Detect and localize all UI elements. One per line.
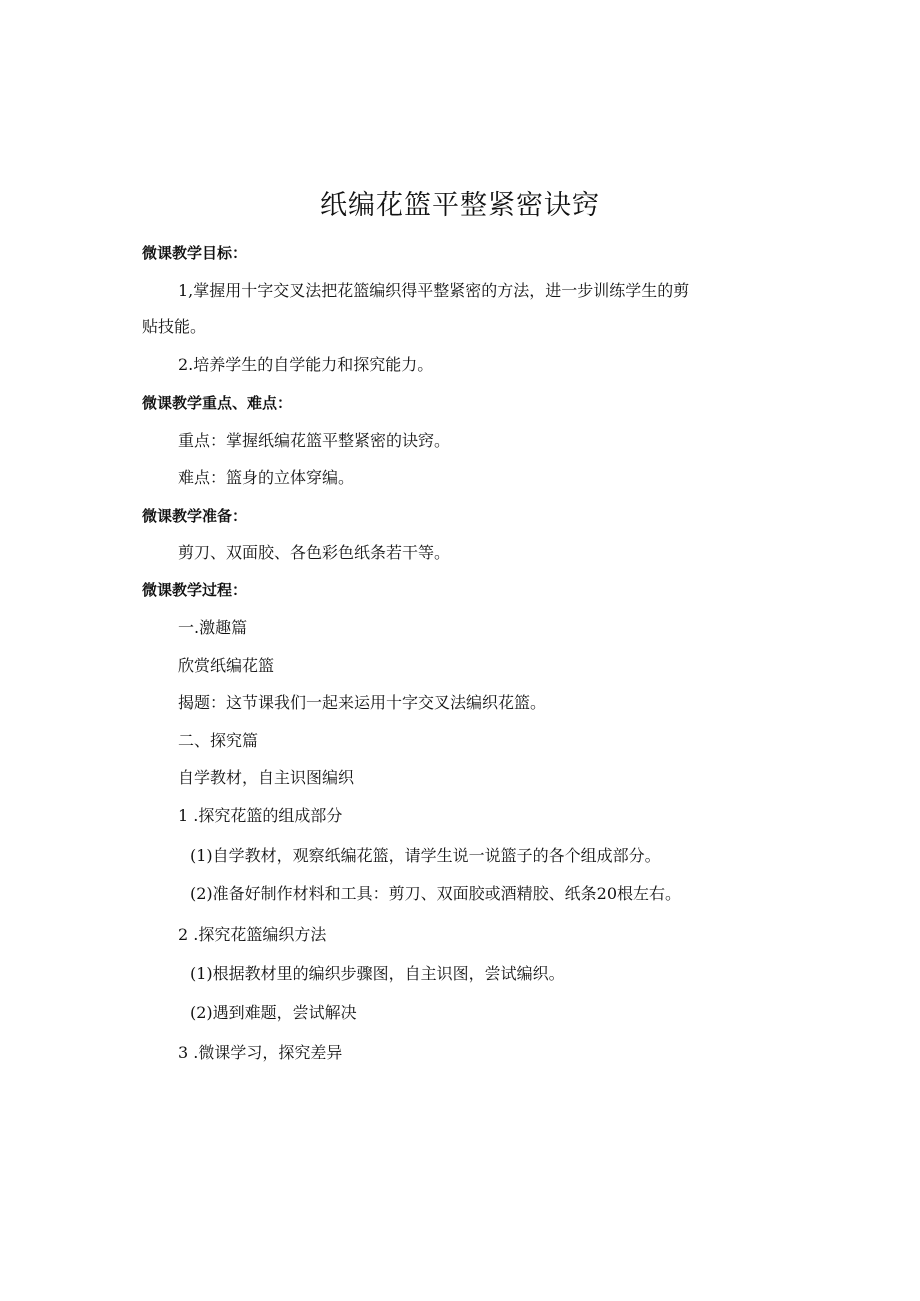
step1-title: 1 .探究花篮的组成部分 <box>178 806 343 825</box>
key-point: 重点：掌握纸编花篮平整紧密的诀窍。 <box>178 431 451 450</box>
part2-title: 二、探究篇 <box>178 731 259 750</box>
step1-sub1: (1)自学教材，观察纸编花篮，请学生说一说篮子的各个组成部分。 <box>190 846 661 865</box>
part1-title: 一.激趣篇 <box>178 618 248 637</box>
key-heading: 微课教学重点、难点： <box>142 394 293 412</box>
step2-title: 2 .探究花篮编织方法 <box>178 925 327 944</box>
prep-items: 剪刀、双面胶、各色彩色纸条若干等。 <box>178 543 451 562</box>
goal1-line2: 贴技能。 <box>142 317 207 336</box>
prep-heading: 微课教学准备： <box>142 507 248 525</box>
goal1-line1: 1,掌握用十字交叉法把花篮编织得平整紧密的方法，进一步训练学生的剪 <box>178 281 690 300</box>
document-title: 纸编花篮平整紧密诀窍 <box>320 190 600 221</box>
part2-intro: 自学教材，自主识图编织 <box>178 768 355 787</box>
goals-heading: 微课教学目标： <box>142 244 248 262</box>
step2-sub1: (1)根据教材里的编织步骤图，自主识图，尝试编织。 <box>190 964 565 983</box>
step3-title: 3 .微课学习，探究差异 <box>178 1043 343 1062</box>
part1-item1: 欣赏纸编花篮 <box>178 656 275 675</box>
difficult-point: 难点：篮身的立体穿编。 <box>178 468 355 487</box>
goal2: 2.培养学生的自学能力和探究能力。 <box>178 355 434 374</box>
step1-sub2: (2)准备好制作材料和工具：剪刀、双面胶或酒精胶、纸条20根左右。 <box>190 884 682 903</box>
part1-item2: 揭题：这节课我们一起来运用十字交叉法编织花篮。 <box>178 693 547 712</box>
step2-sub2: (2)遇到难题，尝试解决 <box>190 1003 357 1022</box>
process-heading: 微课教学过程： <box>142 581 248 599</box>
